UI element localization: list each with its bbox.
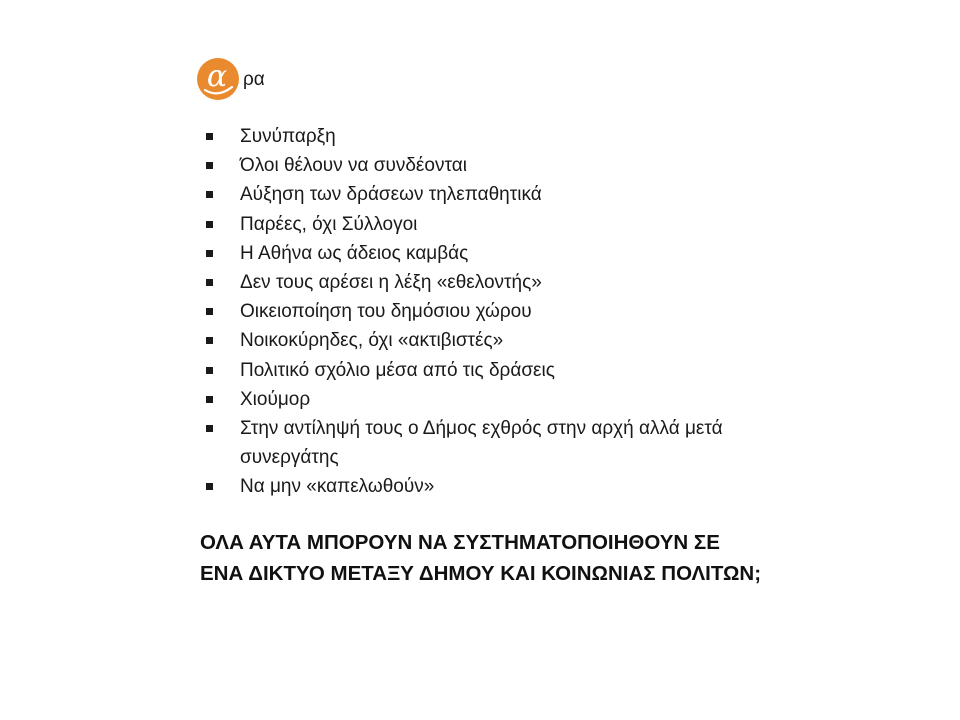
list-item-text: Χιούμορ bbox=[240, 388, 311, 410]
list-item bbox=[200, 297, 840, 326]
square-bullet-icon bbox=[206, 367, 213, 374]
square-bullet-icon bbox=[206, 425, 213, 432]
list-item-text: Δεν τους αρέσει η λέξη «εθελοντής» bbox=[240, 272, 542, 294]
list-item bbox=[200, 356, 840, 385]
list-item-text: Παρέες, όχι Σύλλογοι bbox=[240, 213, 418, 235]
list-item-text: Όλοι θέλουν να συνδέονται bbox=[240, 155, 467, 177]
list-item bbox=[200, 326, 840, 355]
list-item bbox=[200, 151, 840, 180]
list-item-text: Οικειοποίηση του δημόσιου χώρου bbox=[240, 301, 532, 323]
bullet-list bbox=[200, 122, 840, 502]
list-item bbox=[200, 210, 840, 239]
list-item-text: Συνύπαρξη bbox=[240, 126, 336, 147]
square-bullet-icon bbox=[206, 221, 213, 228]
logo-letter: α bbox=[206, 59, 228, 94]
square-bullet-icon bbox=[206, 191, 213, 198]
list-item bbox=[200, 180, 840, 209]
square-bullet-icon bbox=[206, 250, 213, 257]
list-item bbox=[200, 414, 820, 472]
list-item bbox=[200, 122, 840, 151]
list-item-text: Πολιτικό σχόλιο μέσα από τις δράσεις bbox=[240, 359, 555, 381]
square-bullet-icon bbox=[206, 279, 213, 286]
alpha-logo-icon bbox=[196, 57, 240, 101]
square-bullet-icon bbox=[206, 308, 213, 315]
list-item bbox=[200, 268, 840, 297]
square-bullet-icon bbox=[206, 483, 213, 490]
square-bullet-icon bbox=[206, 162, 213, 169]
conclusion-line-1: ΟΛΑ ΑΥΤΑ ΜΠΟΡΟΥΝ ΝΑ ΣΥΣΤΗΜΑΤΟΠΟΙΗΘΟΥΝ ΣΕ bbox=[200, 531, 720, 554]
list-item-text: Στην αντίληψή τους ο Δήμος εχθρός στην αρχή αλλά μετά συνεργάτης bbox=[240, 418, 723, 469]
list-item-text: Να μην «καπελωθούν» bbox=[240, 476, 435, 498]
conclusion-question bbox=[200, 527, 880, 589]
square-bullet-icon bbox=[206, 133, 213, 140]
list-item bbox=[200, 239, 840, 268]
list-item-text: Νοικοκύρηδες, όχι «ακτιβιστές» bbox=[240, 330, 504, 352]
list-item bbox=[200, 472, 840, 501]
square-bullet-icon bbox=[206, 337, 213, 344]
slide-header bbox=[196, 57, 265, 101]
list-item-text: Η Αθήνα ως άδειος καμβάς bbox=[240, 242, 469, 264]
list-item bbox=[200, 385, 840, 414]
list-item-text: Αύξηση των δράσεων τηλεπαθητικά bbox=[240, 184, 542, 206]
header-text: ρα bbox=[243, 69, 265, 90]
square-bullet-icon bbox=[206, 396, 213, 403]
conclusion-line-2: ΕΝΑ ΔΙΚΤΥΟ ΜΕΤΑΞΥ ΔΗΜΟΥ ΚΑΙ ΚΟΙΝΩΝΙΑΣ ΠΟΛΙΤΩΝ; bbox=[200, 562, 762, 585]
